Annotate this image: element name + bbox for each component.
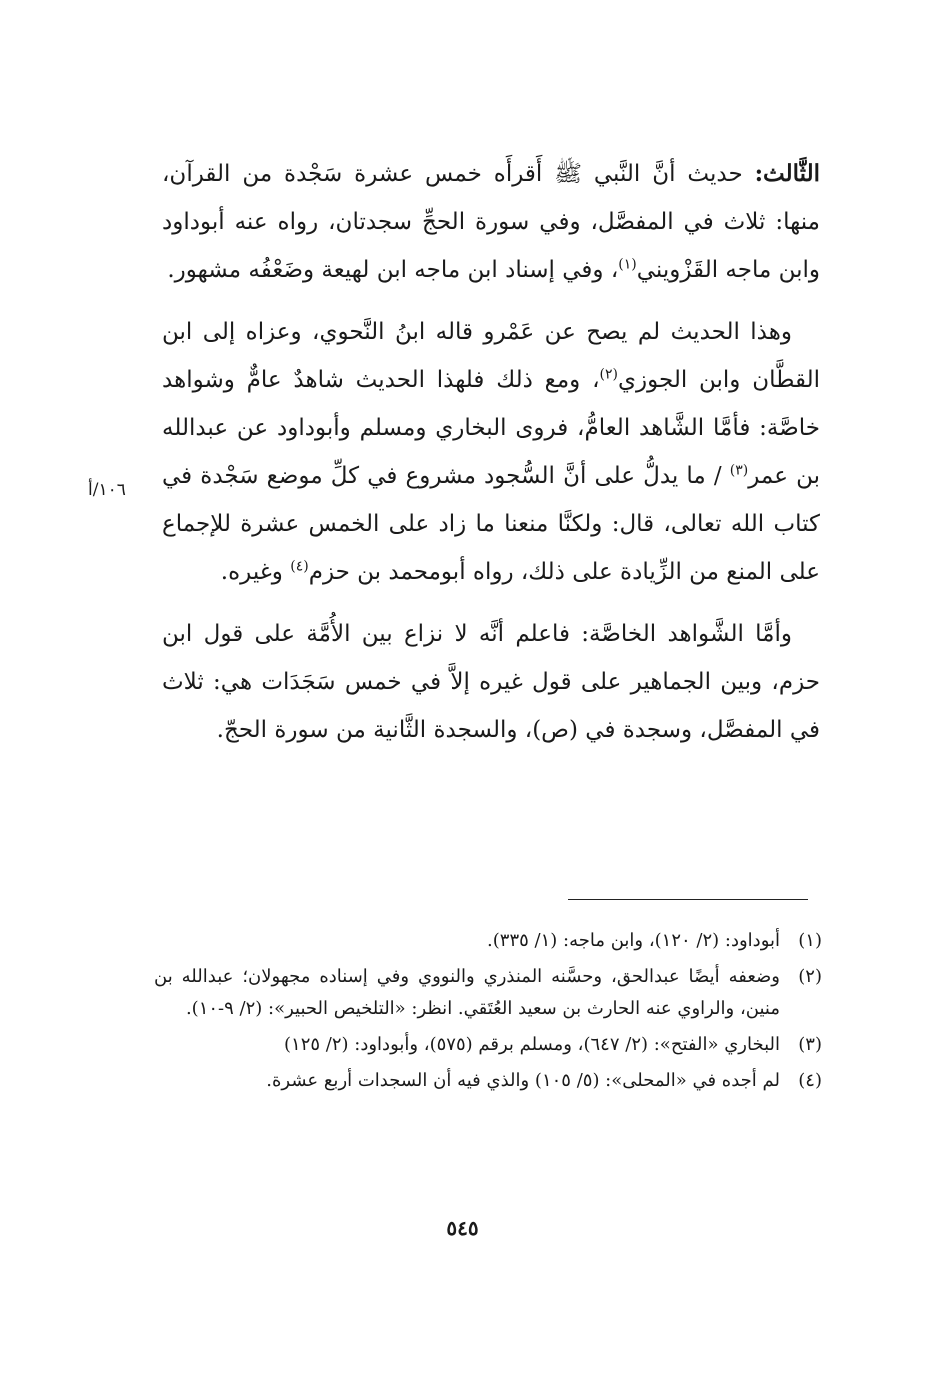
page-number: ٥٤٥ (446, 1216, 479, 1240)
paragraph-2-text-c: / ما يدلُّ على أنَّ السُّجود مشروع في كلِّ موضع سَجْدة في كتاب الله تعالى، قال: ولكنَّا منعنا ما زاد على الخمس عشرة للإجماع على المنع من الزِّيادة على ذلك، رواه أبومحمد بن حزم (162, 463, 820, 585)
paragraph-1 (162, 150, 820, 294)
footnote-number: (١) (798, 930, 822, 951)
footnote-item (154, 961, 822, 1025)
paragraph-2-text-b: ، ومع ذلك فلهذا الحديث شاهدٌ عامٌّ وشواهد خاصَّة: فأمَّا الشَّاهد العامُّ، فروى البخاري ومسلم وأبوداود عن عبدالله بن عمر (162, 367, 820, 489)
footnote-number: (٢) (798, 966, 822, 987)
paragraph-3 (162, 610, 820, 754)
paragraph-lead: الثَّالث: (754, 160, 820, 187)
footnote-ref-3[interactable]: (٣) (729, 462, 749, 479)
footnotes (154, 925, 822, 1101)
footnote-text: وضعفه أيضًا عبدالحق، وحسَّنه المنذري والنووي وفي إسناده مجهولان؛ عبدالله بن منين، والراوي عنه الحارث بن سعيد العُتَقي. انظر: «التلخيص الحبير»: (٢/ ٩-١٠). (154, 966, 780, 1019)
footnote-ref-2[interactable]: (٢) (599, 366, 618, 383)
footnote-ref-4[interactable]: (٤) (290, 558, 309, 575)
paragraph-2 (162, 308, 820, 596)
footnote-item (154, 1065, 822, 1097)
manuscript-folio-note: ١٠٦/أ (88, 480, 126, 500)
footnote-number: (٣) (798, 1034, 822, 1055)
footnote-text: أبوداود: (٢/ ١٢٠)، وابن ماجه: (١/ ٣٣٥). (487, 930, 780, 951)
footnote-item (154, 1029, 822, 1061)
footnote-text: البخاري «الفتح»: (٢/ ٦٤٧)، ومسلم برقم (٥٧٥)، وأبوداود: (٢/ ١٢٥) (284, 1034, 780, 1055)
paragraph-2-text-a: وهذا الحديث لم يصح عن عَمْرو قاله ابنُ النَّحوي، وعزاه إلى ابن القطَّان وابن الجوزي (162, 319, 820, 393)
footnote-item (154, 925, 822, 957)
paragraph-1-text-a: حديث أنَّ النَّبي ﷺ أَقرأَه خمس عشرة سَجْدة من القرآن، منها: ثلاث في المفصَّل، وفي سورة الحجِّ سجدتان، رواه عنه أبوداود وابن ماجه القَزْويني (162, 161, 820, 283)
footnote-text: لم أجده في «المحلى»: (٥/ ١٠٥) والذي فيه أن السجدات أربع عشرة. (266, 1070, 780, 1091)
paragraph-3-text: وأمَّا الشَّواهد الخاصَّة: فاعلم أنَّه لا نزاع بين الأُمَّة على قول ابن حزم، وبين الجماهير على قول غيره إلاَّ في خمس سَجَدَات هي: ثلاث في المفصَّل، وسجدة في (ص)، والسجدة الثَّانية من سورة الحجّ. (162, 621, 820, 743)
footnote-number: (٤) (798, 1070, 822, 1091)
paragraph-1-text-b: ، وفي إسناد ابن ماجه ابن لهيعة وضَعْفُه مشهور. (167, 257, 619, 283)
footnote-ref-1[interactable]: (١) (618, 256, 637, 273)
paragraph-2-text-d: وغيره. (220, 559, 291, 585)
main-text (162, 150, 820, 768)
footnote-separator (568, 899, 808, 900)
